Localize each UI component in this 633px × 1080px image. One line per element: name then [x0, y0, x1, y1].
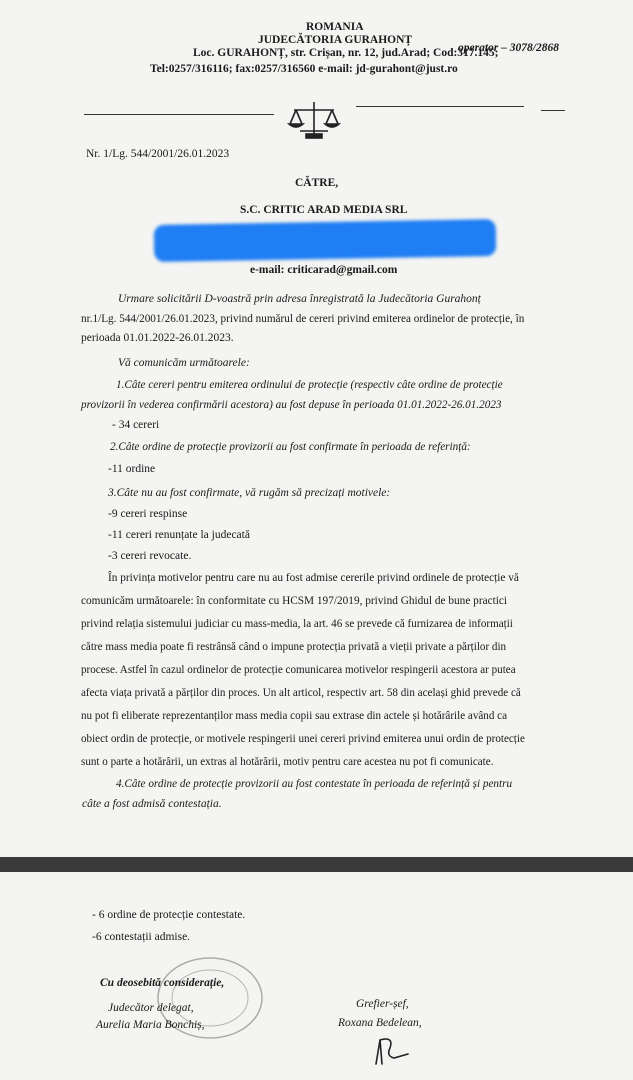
clerk-name: Roxana Bedelean,: [338, 1017, 422, 1029]
intro-line-2: nr.1/Lg. 544/2001/26.01.2023, privind numărul de cereri privind emiterea ordinelor de protecție, în: [81, 313, 525, 325]
paragraph-line: obiect ordin de protecție, or motivele respingerii unei cereri privind emiterea unui ordin de protecție: [81, 733, 525, 745]
question-4-line-2: câte a fost admisă contestația.: [82, 798, 222, 810]
paragraph-line: sunt o parte a hotărârii, un extras al hotărârii, motiv pentru care acestea nu pot fi comunicate.: [81, 756, 494, 768]
answer-3-item: -9 cereri respinse: [108, 508, 188, 520]
redaction-overlay: [154, 219, 497, 262]
header-rule-right: [356, 106, 524, 107]
question-4-line-1: 4.Câte ordine de protecție provizorii au fost contestate în perioada de referință și pentru: [116, 778, 513, 790]
closing-line: Cu deosebită considerație,: [100, 977, 225, 989]
document-page-2: [0, 872, 633, 1080]
paragraph-line: procese. Astfel în cazul ordinelor de protecție comunicarea motivelor respingerii acestora ar putea: [81, 664, 516, 676]
answer-4-item: -6 contestații admise.: [92, 931, 191, 943]
intro-line-1: Urmare solicitării D-voastră prin adresa înregistrată la Judecătoria Gurahonț: [118, 293, 481, 305]
judge-title: Judecător delegat,: [108, 1002, 194, 1014]
paragraph-line: comunicăm următoarele: în conformitate cu HCSM 197/2019, privind Ghidul de bune practici: [81, 595, 508, 607]
handwritten-signature-icon: [368, 1034, 416, 1070]
question-1-line-2: provizorii în vederea confirmării acestora) au fost depuse în perioada 01.01.2022-26.01.2023: [81, 399, 502, 411]
scales-of-justice-icon: [284, 98, 344, 142]
header-contacts: Tel:0257/316116; fax:0257/316560 e-mail: jd-gurahont@just.ro: [150, 63, 458, 75]
intro-line-3: perioada 01.01.2022-26.01.2023.: [81, 332, 234, 344]
header-address: Loc. GURAHONȚ, str. Crișan, nr. 12, jud.Arad; Cod:317.145;: [193, 47, 499, 59]
paragraph-line: către mass media poate fi restrânsă când o impune protecția privată a vieții private a părților din: [81, 641, 507, 653]
recipient-email: e-mail: criticarad@gmail.com: [250, 264, 398, 276]
judge-name: Aurelia Maria Bonchiș,: [96, 1019, 205, 1031]
header-country: ROMANIA: [306, 21, 364, 33]
question-2: 2.Câte ordine de protecție provizorii au fost confirmate în perioada de referință:: [110, 441, 471, 453]
reference-number: Nr. 1/Lg. 544/2001/26.01.2023: [86, 148, 230, 160]
communicate-line: Vă comunicăm următoarele:: [118, 357, 250, 369]
header-rule-left: [84, 114, 274, 115]
clerk-title: Grefier-șef,: [356, 998, 409, 1010]
answer-4-item: - 6 ordine de protecție contestate.: [92, 909, 246, 921]
header-operator: operator – 3078/2868: [458, 42, 559, 54]
question-1-line-1: 1.Câte cereri pentru emiterea ordinului de protecție (respectiv câte ordine de protecție: [116, 379, 503, 391]
recipient-company: S.C. CRITIC ARAD MEDIA SRL: [240, 204, 408, 216]
header-court: JUDECĂTORIA GURAHONȚ: [258, 34, 413, 46]
answer-2: -11 ordine: [108, 463, 156, 475]
paragraph-line: afecta viața privată a părților din proces. Un alt articol, respectiv art. 58 din același ghid prevede că: [81, 687, 521, 699]
question-3: 3.Câte nu au fost confirmate, vă rugăm să precizați motivele:: [108, 487, 391, 499]
paragraph-line: nu pot fi eliberate reprezentanților mass media copii sau extrase din actele și hotărârile având ca: [81, 710, 507, 722]
paragraph-line: În privința motivelor pentru care nu au fost admise cererile privind ordinele de protecție vă: [108, 572, 519, 584]
recipient-to: CĂTRE,: [295, 177, 339, 189]
answer-3-item: -11 cereri renunțate la judecată: [108, 529, 250, 541]
court-stamp-icon: [150, 950, 270, 1046]
answer-1: - 34 cereri: [112, 419, 160, 431]
answer-3-item: -3 cereri revocate.: [108, 550, 192, 562]
header-rule-right-short: [541, 110, 565, 111]
paragraph-line: privind relația sistemului judiciar cu mass-media, la art. 46 se prevede că furnizarea de informații: [81, 618, 513, 630]
